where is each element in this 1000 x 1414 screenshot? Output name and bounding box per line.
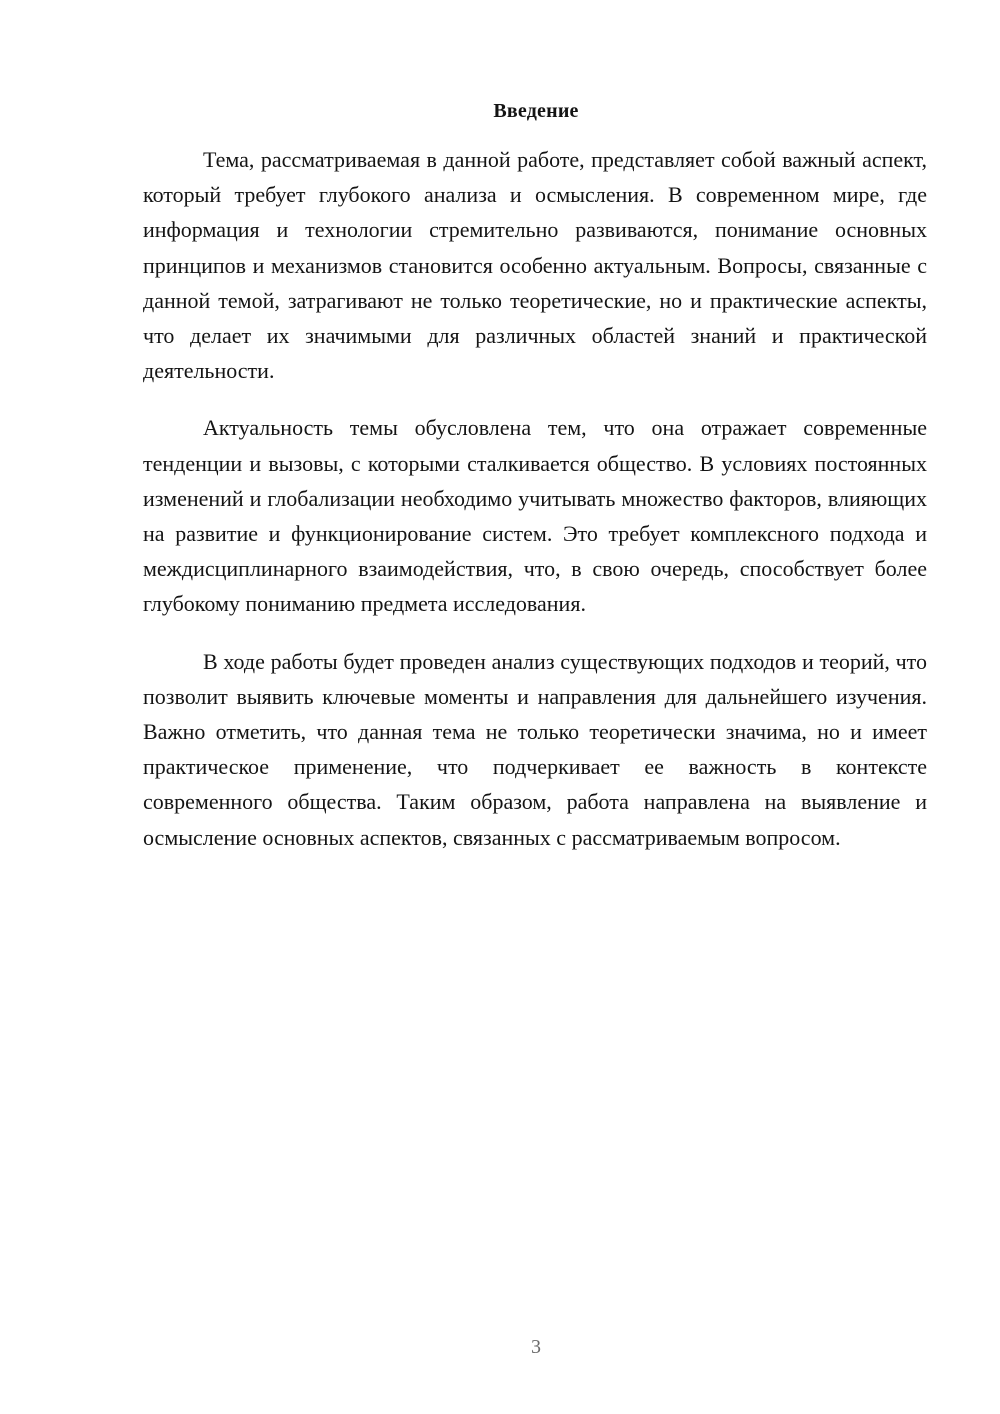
- paragraph-1: Тема, рассматриваемая в данной работе, представляет собой важный аспект, который требует глубокого анализа и осмысления. В современном мире, где информация и технологии стремительно развиваются, понимание основных принципов и механизмов становится особенно актуальным. Вопросы, связанные с данной темой, затрагивают не только теоретические, но и практические аспекты, что делает их значимыми для различных областей знаний и практической деятельности.: [143, 147, 927, 384]
- body-text: [143, 142, 927, 877]
- section-heading: Введение: [493, 100, 579, 122]
- page-number: 3: [531, 1336, 541, 1358]
- paragraph-3: В ходе работы будет проведен анализ существующих подходов и теорий, что позволит выявить ключевые моменты и направления для дальнейшего изучения. Важно отметить, что данная тема не только теоретически значима, но и имеет практическое применение, что подчеркивает ее важность в контексте современного общества. Таким образом, работа направлена на выявление и осмысление основных аспектов, связанных с рассматриваемым вопросом.: [143, 648, 927, 850]
- paragraph-2: Актуальность темы обусловлена тем, что она отражает современные тенденции и вызовы, с которыми сталкивается общество. В условиях постоянных изменений и глобализации необходимо учитывать множество факторов, влияющих на развитие и функционирование систем. Это требует комплексного подхода и междисциплинарного взаимодействия, что, в свою очередь, способствует более глубокому пониманию предмета исследования.: [143, 415, 927, 617]
